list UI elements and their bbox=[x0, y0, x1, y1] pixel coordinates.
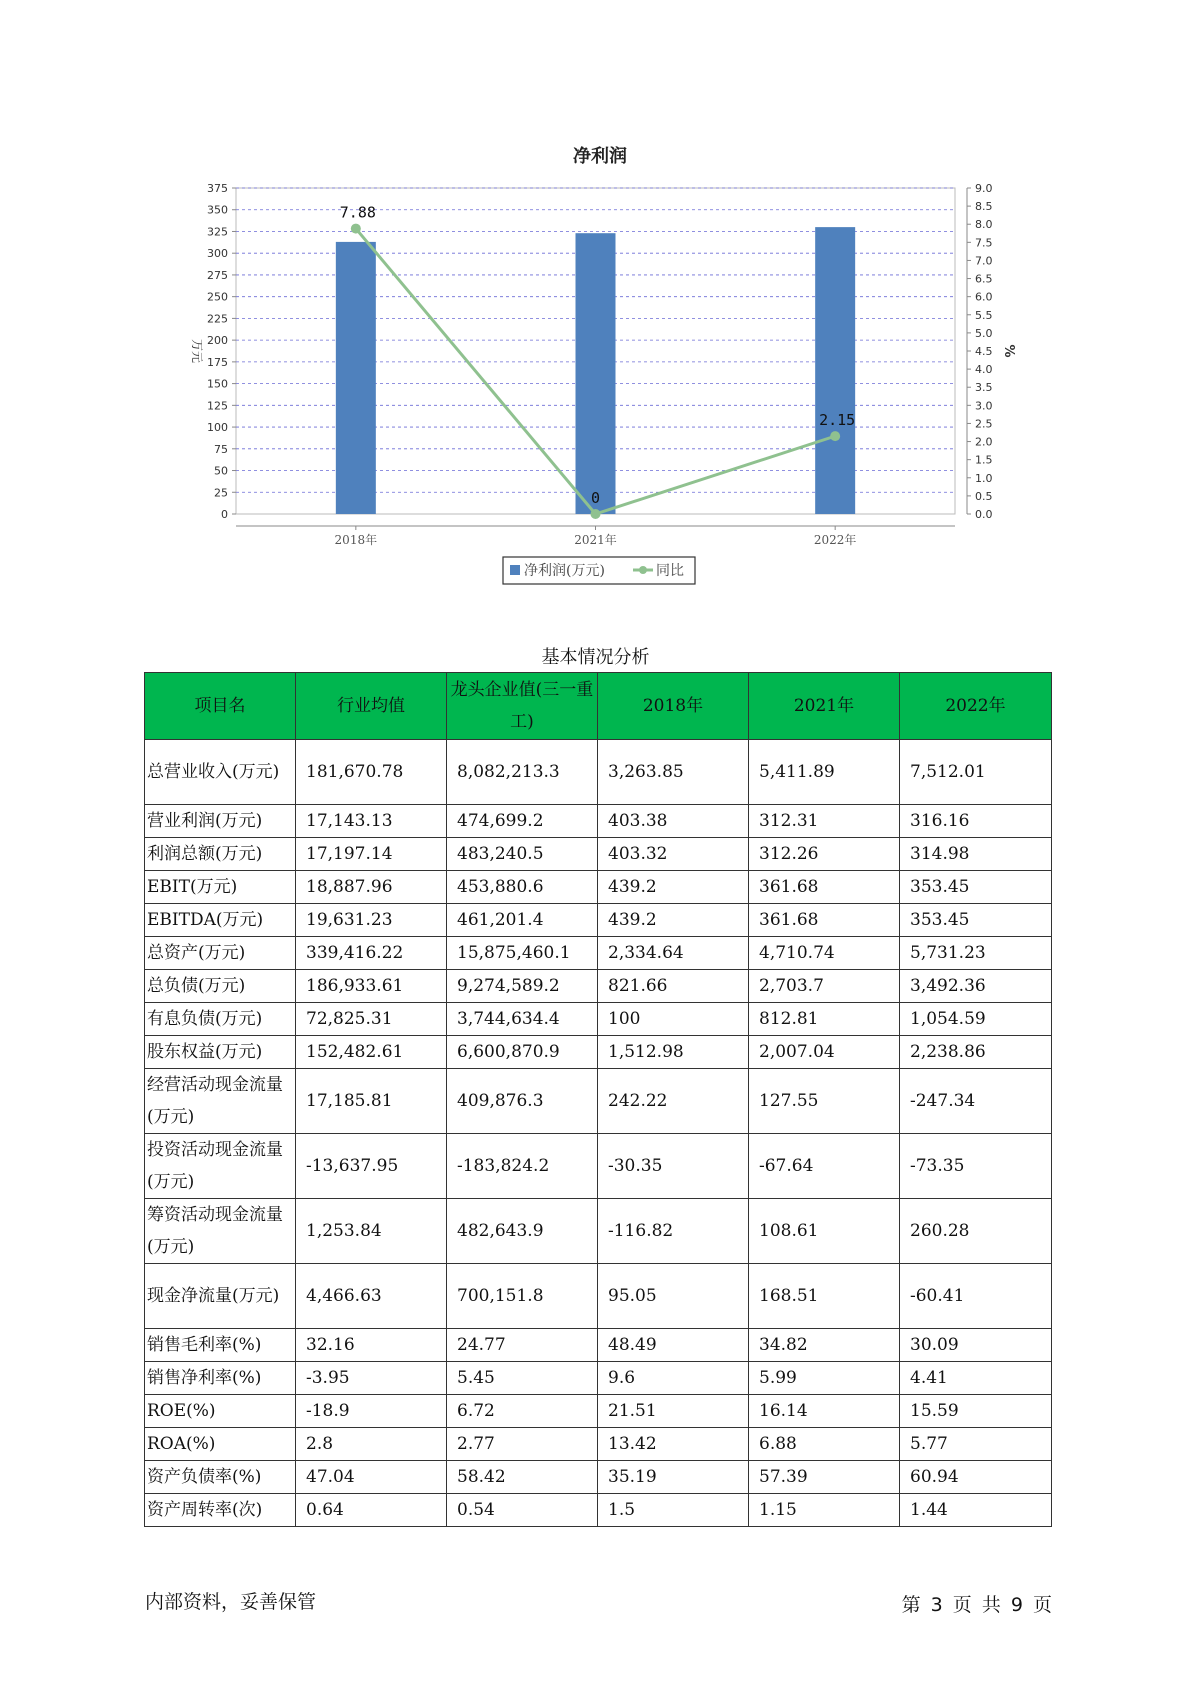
y-tick-label: 25 bbox=[214, 486, 228, 500]
table-row bbox=[145, 904, 1052, 937]
table-row bbox=[145, 937, 1052, 970]
table-row bbox=[145, 1036, 1052, 1069]
row-label: 总资产(万元) bbox=[145, 937, 296, 970]
table-cell: 3,263.85 bbox=[598, 740, 749, 805]
table-cell: 461,201.4 bbox=[447, 904, 598, 937]
table-body bbox=[145, 740, 1052, 1527]
table-cell: 403.38 bbox=[598, 805, 749, 838]
legend-swatch-point bbox=[639, 566, 647, 574]
table-cell: 152,482.61 bbox=[296, 1036, 447, 1069]
table-cell: 17,185.81 bbox=[296, 1069, 447, 1134]
table-cell: -67.64 bbox=[749, 1134, 900, 1199]
table-cell: -116.82 bbox=[598, 1199, 749, 1264]
table-cell: -13,637.95 bbox=[296, 1134, 447, 1199]
table-cell: 339,416.22 bbox=[296, 937, 447, 970]
table-row bbox=[145, 805, 1052, 838]
table-row bbox=[145, 1003, 1052, 1036]
y2-tick-label: 2.5 bbox=[975, 417, 993, 431]
table-row bbox=[145, 1494, 1052, 1527]
legend-label-line: 同比 bbox=[656, 563, 684, 579]
table-row bbox=[145, 871, 1052, 904]
legend-label-bar: 净利润(万元) bbox=[524, 563, 605, 579]
table-cell: 1.15 bbox=[749, 1494, 900, 1527]
table-cell: 15.59 bbox=[900, 1395, 1052, 1428]
table-cell: 821.66 bbox=[598, 970, 749, 1003]
y2-tick-label: 7.0 bbox=[975, 254, 993, 268]
table-cell: 16.14 bbox=[749, 1395, 900, 1428]
table-cell: 5.99 bbox=[749, 1362, 900, 1395]
y2-tick-label: 3.0 bbox=[975, 399, 993, 413]
y-tick-label: 325 bbox=[207, 225, 228, 239]
y2-tick-label: 5.5 bbox=[975, 308, 993, 322]
y2-tick-label: 6.0 bbox=[975, 290, 993, 304]
table-cell: 186,933.61 bbox=[296, 970, 447, 1003]
table-cell: 700,151.8 bbox=[447, 1264, 598, 1329]
table-cell: -60.41 bbox=[900, 1264, 1052, 1329]
y2-tick-label: 9.0 bbox=[975, 182, 993, 195]
table-cell: 361.68 bbox=[749, 871, 900, 904]
y-tick-label: 275 bbox=[207, 268, 228, 282]
table-cell: 312.26 bbox=[749, 838, 900, 871]
table-cell: 316.16 bbox=[900, 805, 1052, 838]
bar-net-profit bbox=[576, 233, 616, 514]
y2-axis-label: % bbox=[1001, 344, 1016, 358]
table-cell: 127.55 bbox=[749, 1069, 900, 1134]
basic-analysis-table bbox=[144, 672, 1052, 1527]
table-cell: -18.9 bbox=[296, 1395, 447, 1428]
row-label: 现金净流量(万元) bbox=[145, 1264, 296, 1329]
row-label: 总负债(万元) bbox=[145, 970, 296, 1003]
row-label: 经营活动现金流量(万元) bbox=[145, 1069, 296, 1134]
table-cell: 21.51 bbox=[598, 1395, 749, 1428]
table-cell: 48.49 bbox=[598, 1329, 749, 1362]
table-cell: 403.32 bbox=[598, 838, 749, 871]
table-cell: 439.2 bbox=[598, 871, 749, 904]
chart-title: 净利润 bbox=[573, 146, 627, 167]
table-cell: 6.72 bbox=[447, 1395, 598, 1428]
x-tick-label: 2018年 bbox=[334, 533, 378, 547]
table-row bbox=[145, 1199, 1052, 1264]
table-cell: 2,703.7 bbox=[749, 970, 900, 1003]
table-row bbox=[145, 1264, 1052, 1329]
table-cell: 1,054.59 bbox=[900, 1003, 1052, 1036]
footer-page-number: 第 3 页 共 9 页 bbox=[901, 1594, 1052, 1616]
table-cell: -73.35 bbox=[900, 1134, 1052, 1199]
table-cell: 60.94 bbox=[900, 1461, 1052, 1494]
table-row bbox=[145, 1428, 1052, 1461]
table-cell: 474,699.2 bbox=[447, 805, 598, 838]
point-yoy bbox=[351, 224, 361, 234]
table-cell: 47.04 bbox=[296, 1461, 447, 1494]
table-cell: 260.28 bbox=[900, 1199, 1052, 1264]
y2-tick-label: 0.5 bbox=[975, 489, 993, 503]
table-cell: 1.44 bbox=[900, 1494, 1052, 1527]
table-title: 基本情况分析 bbox=[541, 647, 650, 668]
y-tick-label: 250 bbox=[207, 290, 228, 304]
table-row bbox=[145, 740, 1052, 805]
row-label: 利润总额(万元) bbox=[145, 838, 296, 871]
x-tick-label: 2022年 bbox=[813, 533, 857, 547]
table-cell: 1.5 bbox=[598, 1494, 749, 1527]
table-cell: 95.05 bbox=[598, 1264, 749, 1329]
column-header: 行业均值 bbox=[296, 673, 447, 740]
table-cell: 15,875,460.1 bbox=[447, 937, 598, 970]
table-cell: 35.19 bbox=[598, 1461, 749, 1494]
point-yoy bbox=[591, 509, 601, 519]
data-label-yoy: 2.15 bbox=[819, 411, 856, 430]
footer-confidential: 内部资料，妥善保管 bbox=[145, 1591, 317, 1613]
table-cell: -183,824.2 bbox=[447, 1134, 598, 1199]
row-label: 筹资活动现金流量(万元) bbox=[145, 1199, 296, 1264]
table-cell: 453,880.6 bbox=[447, 871, 598, 904]
table-row bbox=[145, 970, 1052, 1003]
table-cell: 5,731.23 bbox=[900, 937, 1052, 970]
data-label-yoy: 0 bbox=[590, 489, 601, 507]
table-cell: 9.6 bbox=[598, 1362, 749, 1395]
x-tick-label: 2021年 bbox=[574, 533, 617, 547]
table-cell: 18,887.96 bbox=[296, 871, 447, 904]
table-row bbox=[145, 1134, 1052, 1199]
table-cell: 9,274,589.2 bbox=[447, 970, 598, 1003]
y-axis-label: 万元 bbox=[190, 338, 204, 364]
table-cell: 24.77 bbox=[447, 1329, 598, 1362]
table-cell: 483,240.5 bbox=[447, 838, 598, 871]
table-cell: 0.54 bbox=[447, 1494, 598, 1527]
y-tick-label: 350 bbox=[207, 203, 228, 217]
column-header: 项目名 bbox=[145, 673, 296, 740]
point-yoy bbox=[830, 431, 840, 441]
bar-net-profit bbox=[815, 227, 855, 514]
row-label: 股东权益(万元) bbox=[145, 1036, 296, 1069]
row-label: EBITDA(万元) bbox=[145, 904, 296, 937]
table-row bbox=[145, 838, 1052, 871]
row-label: EBIT(万元) bbox=[145, 871, 296, 904]
table-cell: 7,512.01 bbox=[900, 740, 1052, 805]
table-cell: 812.81 bbox=[749, 1003, 900, 1036]
table-cell: 5,411.89 bbox=[749, 740, 900, 805]
row-label: 资产负债率(%) bbox=[145, 1461, 296, 1494]
table-cell: 34.82 bbox=[749, 1329, 900, 1362]
table-cell: 181,670.78 bbox=[296, 740, 447, 805]
table-cell: 3,492.36 bbox=[900, 970, 1052, 1003]
table-cell: 2,007.04 bbox=[749, 1036, 900, 1069]
y-tick-label: 150 bbox=[207, 377, 228, 391]
column-header: 龙头企业值(三一重工) bbox=[447, 673, 598, 740]
table-cell: 353.45 bbox=[900, 871, 1052, 904]
y2-tick-label: 0.0 bbox=[975, 508, 993, 521]
row-label: 有息负债(万元) bbox=[145, 1003, 296, 1036]
table-row bbox=[145, 1395, 1052, 1428]
table-cell: 168.51 bbox=[749, 1264, 900, 1329]
table-cell: 4,466.63 bbox=[296, 1264, 447, 1329]
table-cell: -30.35 bbox=[598, 1134, 749, 1199]
table-cell: 2.8 bbox=[296, 1428, 447, 1461]
table-cell: 100 bbox=[598, 1003, 749, 1036]
table-cell: 57.39 bbox=[749, 1461, 900, 1494]
table-row bbox=[145, 1461, 1052, 1494]
table-cell: 353.45 bbox=[900, 904, 1052, 937]
table-cell: 2,334.64 bbox=[598, 937, 749, 970]
table-cell: 8,082,213.3 bbox=[447, 740, 598, 805]
table-cell: 6.88 bbox=[749, 1428, 900, 1461]
y2-tick-label: 8.5 bbox=[975, 200, 993, 214]
y2-tick-label: 8.0 bbox=[975, 218, 993, 232]
row-label: ROE(%) bbox=[145, 1395, 296, 1428]
y2-tick-label: 4.0 bbox=[975, 363, 993, 377]
table-cell: 6,600,870.9 bbox=[447, 1036, 598, 1069]
table-cell: 108.61 bbox=[749, 1199, 900, 1264]
row-label: 销售净利率(%) bbox=[145, 1362, 296, 1395]
y-tick-label: 375 bbox=[207, 182, 228, 195]
table-cell: 2,238.86 bbox=[900, 1036, 1052, 1069]
table-cell: 4,710.74 bbox=[749, 937, 900, 970]
table-cell: 312.31 bbox=[749, 805, 900, 838]
y2-tick-label: 2.0 bbox=[975, 435, 993, 449]
data-label-yoy: 7.88 bbox=[339, 203, 376, 222]
y2-tick-label: 3.5 bbox=[975, 381, 993, 395]
column-header: 2022年 bbox=[900, 673, 1052, 740]
table-cell: -3.95 bbox=[296, 1362, 447, 1395]
table-cell: 2.77 bbox=[447, 1428, 598, 1461]
table-cell: 72,825.31 bbox=[296, 1003, 447, 1036]
table-cell: 361.68 bbox=[749, 904, 900, 937]
y2-tick-label: 1.0 bbox=[975, 471, 993, 485]
y-tick-label: 125 bbox=[207, 399, 228, 413]
table-cell: 17,143.13 bbox=[296, 805, 447, 838]
table-cell: 1,512.98 bbox=[598, 1036, 749, 1069]
table-cell: 58.42 bbox=[447, 1461, 598, 1494]
table-header-row bbox=[145, 673, 1052, 740]
table-cell: 482,643.9 bbox=[447, 1199, 598, 1264]
legend-swatch-bar bbox=[510, 565, 520, 575]
column-header: 2018年 bbox=[598, 673, 749, 740]
row-label: ROA(%) bbox=[145, 1428, 296, 1461]
y2-tick-label: 7.5 bbox=[975, 236, 993, 250]
table-row bbox=[145, 1362, 1052, 1395]
table-row bbox=[145, 1329, 1052, 1362]
table-cell: 30.09 bbox=[900, 1329, 1052, 1362]
y2-tick-label: 1.5 bbox=[975, 453, 993, 467]
table-cell: 5.45 bbox=[447, 1362, 598, 1395]
y-tick-label: 200 bbox=[207, 334, 228, 348]
y2-tick-label: 6.5 bbox=[975, 272, 993, 286]
table-cell: -247.34 bbox=[900, 1069, 1052, 1134]
y-tick-label: 100 bbox=[207, 421, 228, 435]
table-cell: 0.64 bbox=[296, 1494, 447, 1527]
row-label: 营业利润(万元) bbox=[145, 805, 296, 838]
y-tick-label: 175 bbox=[207, 355, 228, 369]
table-cell: 1,253.84 bbox=[296, 1199, 447, 1264]
y2-tick-label: 5.0 bbox=[975, 326, 993, 340]
table-cell: 409,876.3 bbox=[447, 1069, 598, 1134]
table-cell: 3,744,634.4 bbox=[447, 1003, 598, 1036]
table-cell: 242.22 bbox=[598, 1069, 749, 1134]
row-label: 资产周转率(次) bbox=[145, 1494, 296, 1527]
bar-net-profit bbox=[336, 242, 376, 514]
y-tick-label: 225 bbox=[207, 312, 228, 326]
table-cell: 5.77 bbox=[900, 1428, 1052, 1461]
column-header: 2021年 bbox=[749, 673, 900, 740]
y-tick-label: 50 bbox=[214, 464, 228, 478]
table-cell: 314.98 bbox=[900, 838, 1052, 871]
table-cell: 17,197.14 bbox=[296, 838, 447, 871]
table-cell: 4.41 bbox=[900, 1362, 1052, 1395]
row-label: 投资活动现金流量(万元) bbox=[145, 1134, 296, 1199]
row-label: 总营业收入(万元) bbox=[145, 740, 296, 805]
table-cell: 32.16 bbox=[296, 1329, 447, 1362]
y2-tick-label: 4.5 bbox=[975, 345, 993, 358]
y-tick-label: 75 bbox=[214, 442, 228, 456]
table-row bbox=[145, 1069, 1052, 1134]
table-cell: 19,631.23 bbox=[296, 904, 447, 937]
table-cell: 439.2 bbox=[598, 904, 749, 937]
y-tick-label: 0 bbox=[221, 508, 228, 521]
y-tick-label: 300 bbox=[207, 247, 228, 261]
net-profit-chart bbox=[0, 0, 1191, 600]
table-cell: 13.42 bbox=[598, 1428, 749, 1461]
row-label: 销售毛利率(%) bbox=[145, 1329, 296, 1362]
